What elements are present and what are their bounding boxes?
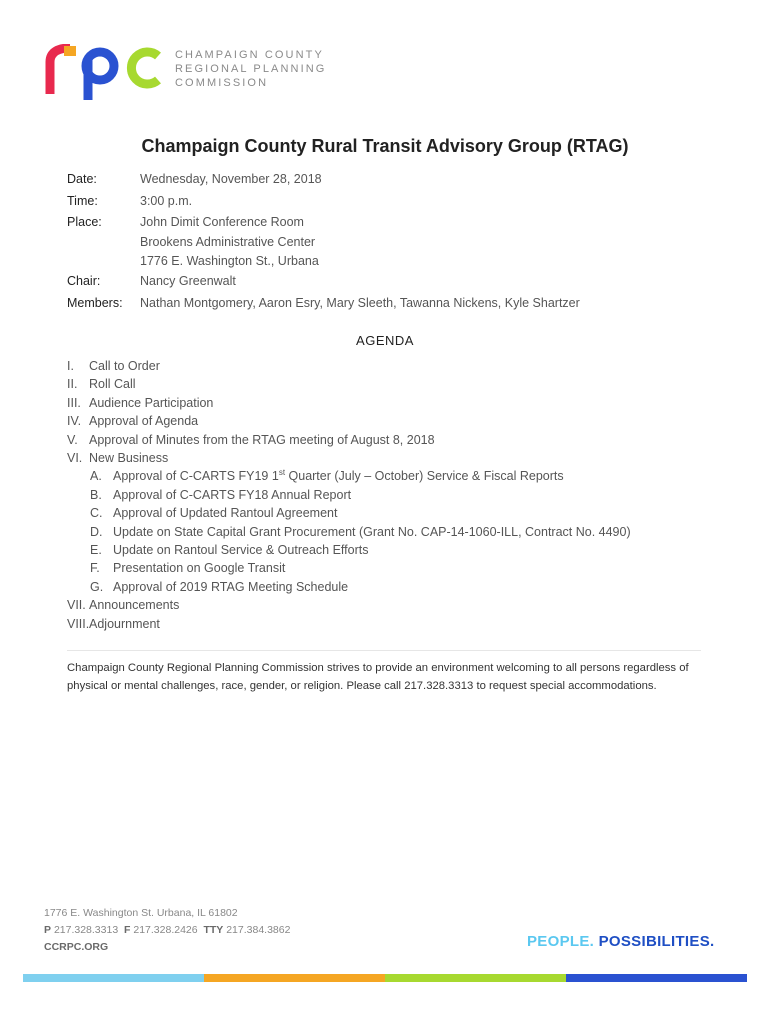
rpc-logo xyxy=(44,44,164,100)
agenda-item: IV. Approval of Agenda xyxy=(67,414,199,428)
place-label: Place: xyxy=(67,215,102,229)
footer-address: 1776 E. Washington St. Urbana, IL 61802 xyxy=(44,907,238,919)
place-value-line2: Brookens Administrative Center xyxy=(140,235,316,249)
agenda-subitem: C. Approval of Updated Rantoul Agreement xyxy=(90,506,338,520)
color-bar-segment-1 xyxy=(23,974,204,982)
place-value-line3: 1776 E. Washington St., Urbana xyxy=(140,254,319,268)
accessibility-notice: Champaign County Regional Planning Commission strives to provide an environment welcoming to all persons regardless of physical or mental challenges, race, gender, or religion. Please call 217.328.3313 to request special accommodations. xyxy=(67,662,689,692)
agenda-item: III. Audience Participation xyxy=(67,396,214,410)
color-bar-segment-2 xyxy=(204,974,385,982)
agenda-item: VII. Announcements xyxy=(67,598,180,612)
chair-value: Nancy Greenwalt xyxy=(140,274,236,288)
agenda-subitem: B. Approval of C-CARTS FY18 Annual Report xyxy=(90,488,352,502)
agenda-item: V. Approval of Minutes from the RTAG meeting of August 8, 2018 xyxy=(67,433,435,447)
agenda-subitem: A. Approval of C-CARTS FY19 1st Quarter (July – October) Service & Fiscal Reports xyxy=(90,467,564,483)
agenda-subitem: D. Update on State Capital Grant Procurement (Grant No. CAP-14-1060-ILL, Contract No. 4490) xyxy=(90,525,631,539)
time-value: 3:00 p.m. xyxy=(140,194,193,208)
agenda-item: VI. New Business xyxy=(67,451,169,465)
agenda-heading: AGENDA xyxy=(356,333,414,348)
footer-website: CCRPC.ORG xyxy=(44,941,109,953)
members-value: Nathan Montgomery, Aaron Esry, Mary Sleeth, Tawanna Nickens, Kyle Shartzer xyxy=(140,296,580,310)
footer-phones: P 217.328.3313 F 217.328.2426 TTY 217.384.3862 xyxy=(44,924,291,936)
agenda-item: I. Call to Order xyxy=(67,359,160,373)
agenda-item: II. Roll Call xyxy=(67,377,136,391)
agenda-subitem: F. Presentation on Google Transit xyxy=(90,561,286,575)
chair-label: Chair: xyxy=(67,274,101,288)
divider xyxy=(67,650,701,651)
agenda-item: VIII.Adjournment xyxy=(67,617,160,631)
agenda-subitem: E. Update on Rantoul Service & Outreach Efforts xyxy=(90,543,369,557)
page-title: Champaign County Rural Transit Advisory Group (RTAG) xyxy=(141,136,629,156)
agenda-subitem: G. Approval of 2019 RTAG Meeting Schedule xyxy=(90,580,349,594)
date-value: Wednesday, November 28, 2018 xyxy=(140,172,322,186)
organization-name: CHAMPAIGN COUNTY REGIONAL PLANNING COMMISSION xyxy=(175,49,327,89)
slogan: PEOPLE. POSSIBILITIES. xyxy=(527,933,715,950)
place-value: John Dimit Conference Room xyxy=(140,215,304,229)
date-label: Date: xyxy=(67,172,97,186)
color-bar-segment-3 xyxy=(385,974,566,982)
members-label: Members: xyxy=(67,296,123,310)
time-label: Time: xyxy=(67,194,98,208)
color-bar-segment-4 xyxy=(566,974,747,982)
